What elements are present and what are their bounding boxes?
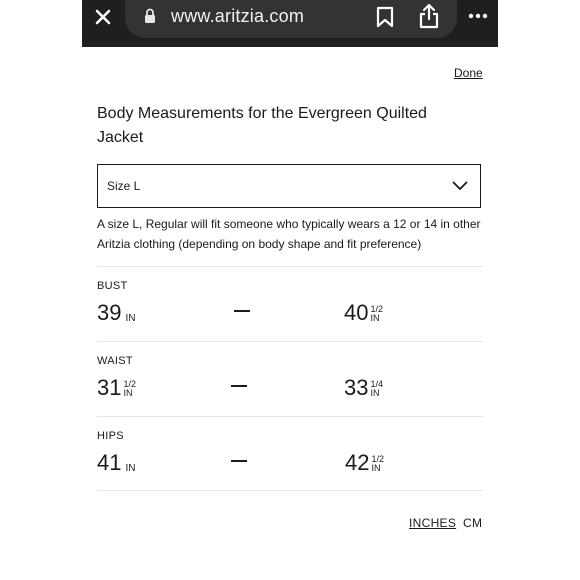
divider <box>97 490 483 491</box>
min-unit: IN <box>125 313 136 324</box>
measurement-row-waist <box>97 341 483 416</box>
divider <box>97 266 483 267</box>
url-text[interactable]: www.aritzia.com <box>171 6 305 26</box>
max-fraction <box>370 305 383 323</box>
measurement-max <box>344 298 383 324</box>
max-value: 40 <box>344 300 369 325</box>
range-dash <box>231 460 247 462</box>
unit-toggle-cm[interactable]: CM <box>463 516 483 530</box>
divider <box>97 341 483 342</box>
unit-toggle-inches[interactable]: INCHES <box>409 516 457 530</box>
size-dropdown[interactable] <box>97 164 481 208</box>
max-fraction-text: 1/2 <box>371 454 384 464</box>
measurement-max <box>344 373 383 399</box>
divider <box>97 416 483 417</box>
lock-icon <box>144 8 156 24</box>
max-fraction <box>370 380 383 398</box>
measurement-row-hips <box>97 416 483 491</box>
max-unit: IN <box>370 313 380 323</box>
max-fraction-text: 1/4 <box>370 379 383 389</box>
min-fraction-text: 1/2 <box>123 379 136 389</box>
share-icon[interactable] <box>418 3 440 29</box>
min-fraction <box>123 380 136 398</box>
measurement-min <box>97 298 135 324</box>
max-unit: IN <box>371 463 381 473</box>
min-value: 39 <box>97 300 122 325</box>
min-unit: IN <box>123 388 133 398</box>
max-value: 42 <box>345 450 370 475</box>
max-unit: IN <box>370 388 380 398</box>
more-options-icon[interactable] <box>468 12 488 20</box>
min-value: 31 <box>97 375 122 400</box>
measurement-row-bust <box>97 266 483 341</box>
bookmark-icon[interactable] <box>376 6 394 28</box>
size-dropdown-value: Size L <box>107 179 141 193</box>
measurement-label: WAIST <box>97 355 133 367</box>
min-value: 41 <box>97 450 122 475</box>
max-fraction-text: 1/2 <box>370 304 383 314</box>
close-icon[interactable] <box>94 6 112 28</box>
done-button[interactable]: Done <box>454 66 483 80</box>
min-unit: IN <box>125 463 136 474</box>
fit-description: A size L, Regular will fit someone who typically wears a 12 or 14 in other Aritzia clothing (depending on body shape and fit preference) <box>97 217 481 251</box>
measurement-label: HIPS <box>97 430 124 442</box>
max-fraction <box>371 455 384 473</box>
measurement-label: BUST <box>97 280 128 292</box>
range-dash <box>231 385 247 387</box>
max-value: 33 <box>344 375 369 400</box>
range-dash <box>234 310 250 312</box>
measurement-min <box>97 373 136 399</box>
measurement-max <box>345 448 384 474</box>
chevron-down-icon <box>452 181 468 191</box>
measurement-min <box>97 448 135 474</box>
page-title: Body Measurements for the Evergreen Quilted Jacket <box>97 105 427 146</box>
